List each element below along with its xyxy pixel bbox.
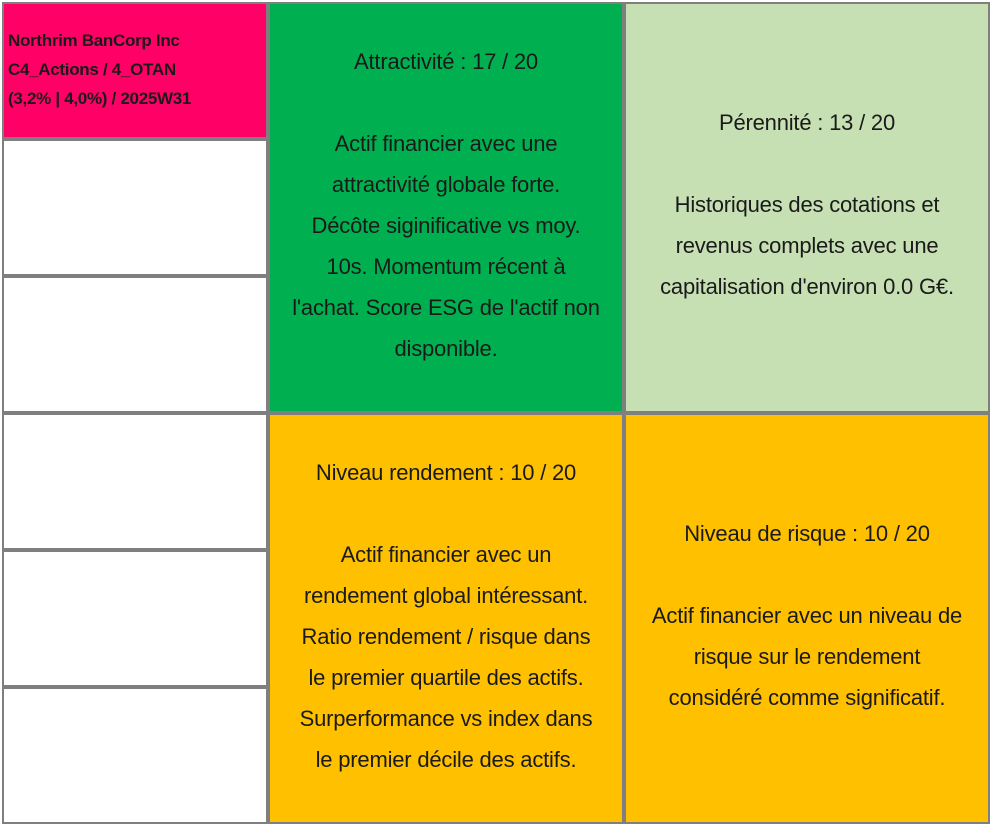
attractivite-line: 10s. Momentum récent à: [326, 253, 566, 279]
attractivite-line: Actif financier avec une: [334, 130, 558, 156]
attractivite-heading: Attractivité : 17 / 20: [354, 48, 538, 74]
rendement-line: Actif financier avec un: [340, 541, 552, 567]
empty-cell-1: [2, 139, 268, 276]
empty-cell-4: [2, 550, 268, 687]
attractivite-line: attractivité globale forte.: [331, 171, 561, 197]
risque-line: Actif financier avec un niveau de: [651, 603, 963, 628]
perennite-cell: [624, 2, 990, 413]
empty-cell-2: [2, 276, 268, 413]
risque-line: risque sur le rendement: [693, 644, 921, 669]
asset-category: C4_Actions / 4_OTAN: [8, 60, 176, 79]
rendement-line: le premier quartile des actifs.: [308, 664, 584, 690]
rendement-heading: Niveau rendement : 10 / 20: [315, 459, 577, 485]
perennite-heading: Pérennité : 13 / 20: [719, 110, 895, 135]
attractivite-line: disponible.: [394, 335, 498, 361]
rendement-line: Surperformance vs index dans: [299, 705, 593, 731]
empty-cell-5: [2, 687, 268, 824]
perennite-line: capitalisation d'environ 0.0 G€.: [660, 274, 954, 299]
perennite-line: revenus complets avec une: [675, 233, 939, 258]
perennite-line: Historiques des cotations et: [674, 192, 940, 217]
asset-name: Northrim BanCorp Inc: [8, 31, 180, 50]
risque-line: considéré comme significatif.: [668, 685, 946, 710]
attractivite-line: Décôte siginificative vs moy.: [311, 212, 581, 238]
asset-title-cell: [2, 2, 268, 139]
rendement-line: rendement global intéressant.: [303, 582, 589, 608]
attractivite-line: l'achat. Score ESG de l'actif non: [292, 294, 600, 320]
empty-cell-3: [2, 413, 268, 550]
asset-details: (3,2% | 4,0%) / 2025W31: [8, 89, 192, 108]
risque-heading: Niveau de risque : 10 / 20: [684, 521, 930, 546]
rendement-line: Ratio rendement / risque dans: [301, 623, 591, 649]
rendement-cell: [268, 413, 624, 824]
risque-cell: [624, 413, 990, 824]
rendement-line: le premier décile des actifs.: [315, 746, 577, 772]
attractivite-cell: [268, 2, 624, 413]
